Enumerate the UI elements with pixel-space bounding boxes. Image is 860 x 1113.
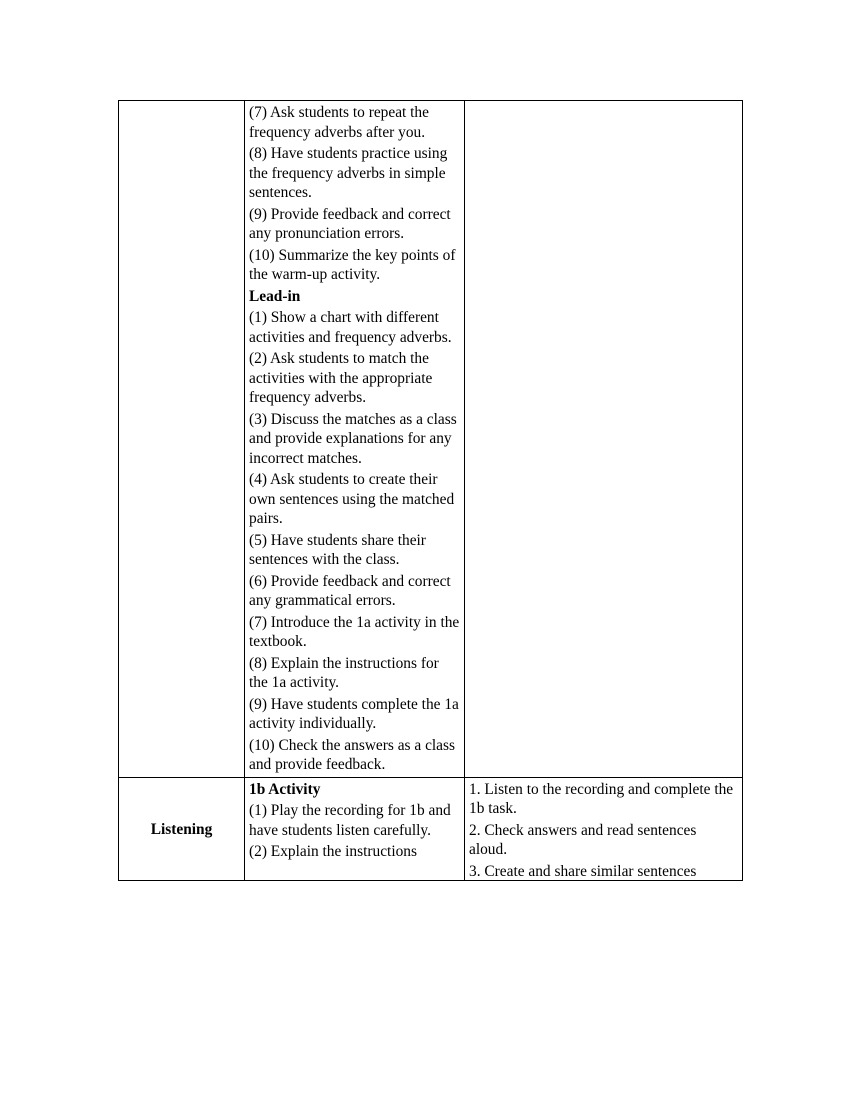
student-activity-cell	[465, 777, 743, 880]
stage-cell	[119, 101, 245, 778]
section-heading: 1b Activity	[249, 780, 321, 798]
table-row	[119, 777, 743, 880]
list-item: 1. Listen to the recording and complete the 1b task.	[469, 780, 734, 817]
list-item: (7) Introduce the 1a activity in the textbook.	[249, 613, 460, 650]
lesson-plan-table	[118, 100, 743, 881]
section-heading: Lead-in	[249, 287, 301, 305]
stage-cell: Listening	[119, 777, 245, 880]
list-item: 3. Create and share similar sentences	[469, 862, 697, 877]
list-item: (2) Ask students to match the activities with the appropriate frequency adverbs.	[249, 350, 433, 406]
list-item: (5) Have students share their sentences with the class.	[249, 531, 426, 568]
student-activity-cell	[465, 101, 743, 778]
list-item: (1) Play the recording for 1b and have students listen carefully.	[249, 802, 451, 839]
list-item: (10) Summarize the key points of the warm-up activity.	[249, 246, 456, 283]
list-item: (2) Explain the instructions	[249, 843, 417, 860]
list-item: (9) Provide feedback and correct any pronunciation errors.	[249, 205, 451, 242]
list-item: (9) Have students complete the 1a activity individually.	[249, 695, 459, 732]
list-item: (1) Show a chart with different activities and frequency adverbs.	[249, 309, 452, 346]
list-item: (6) Provide feedback and correct any grammatical errors.	[249, 572, 451, 609]
teacher-activity-cell	[245, 777, 465, 880]
list-item: (10) Check the answers as a class and provide feedback.	[249, 736, 455, 773]
list-item: (8) Explain the instructions for the 1a activity.	[249, 654, 439, 691]
list-item: (4) Ask students to create their own sentences using the matched pairs.	[249, 471, 455, 527]
teacher-activity-cell	[245, 101, 465, 778]
list-item: (3) Discuss the matches as a class and provide explanations for any incorrect matches.	[249, 410, 457, 467]
list-item: 2. Check answers and read sentences aloud.	[469, 821, 697, 858]
list-item: (8) Have students practice using the frequency adverbs in simple sentences.	[249, 145, 448, 201]
table-row	[119, 101, 743, 778]
list-item: (7) Ask students to repeat the frequency adverbs after you.	[249, 104, 429, 141]
